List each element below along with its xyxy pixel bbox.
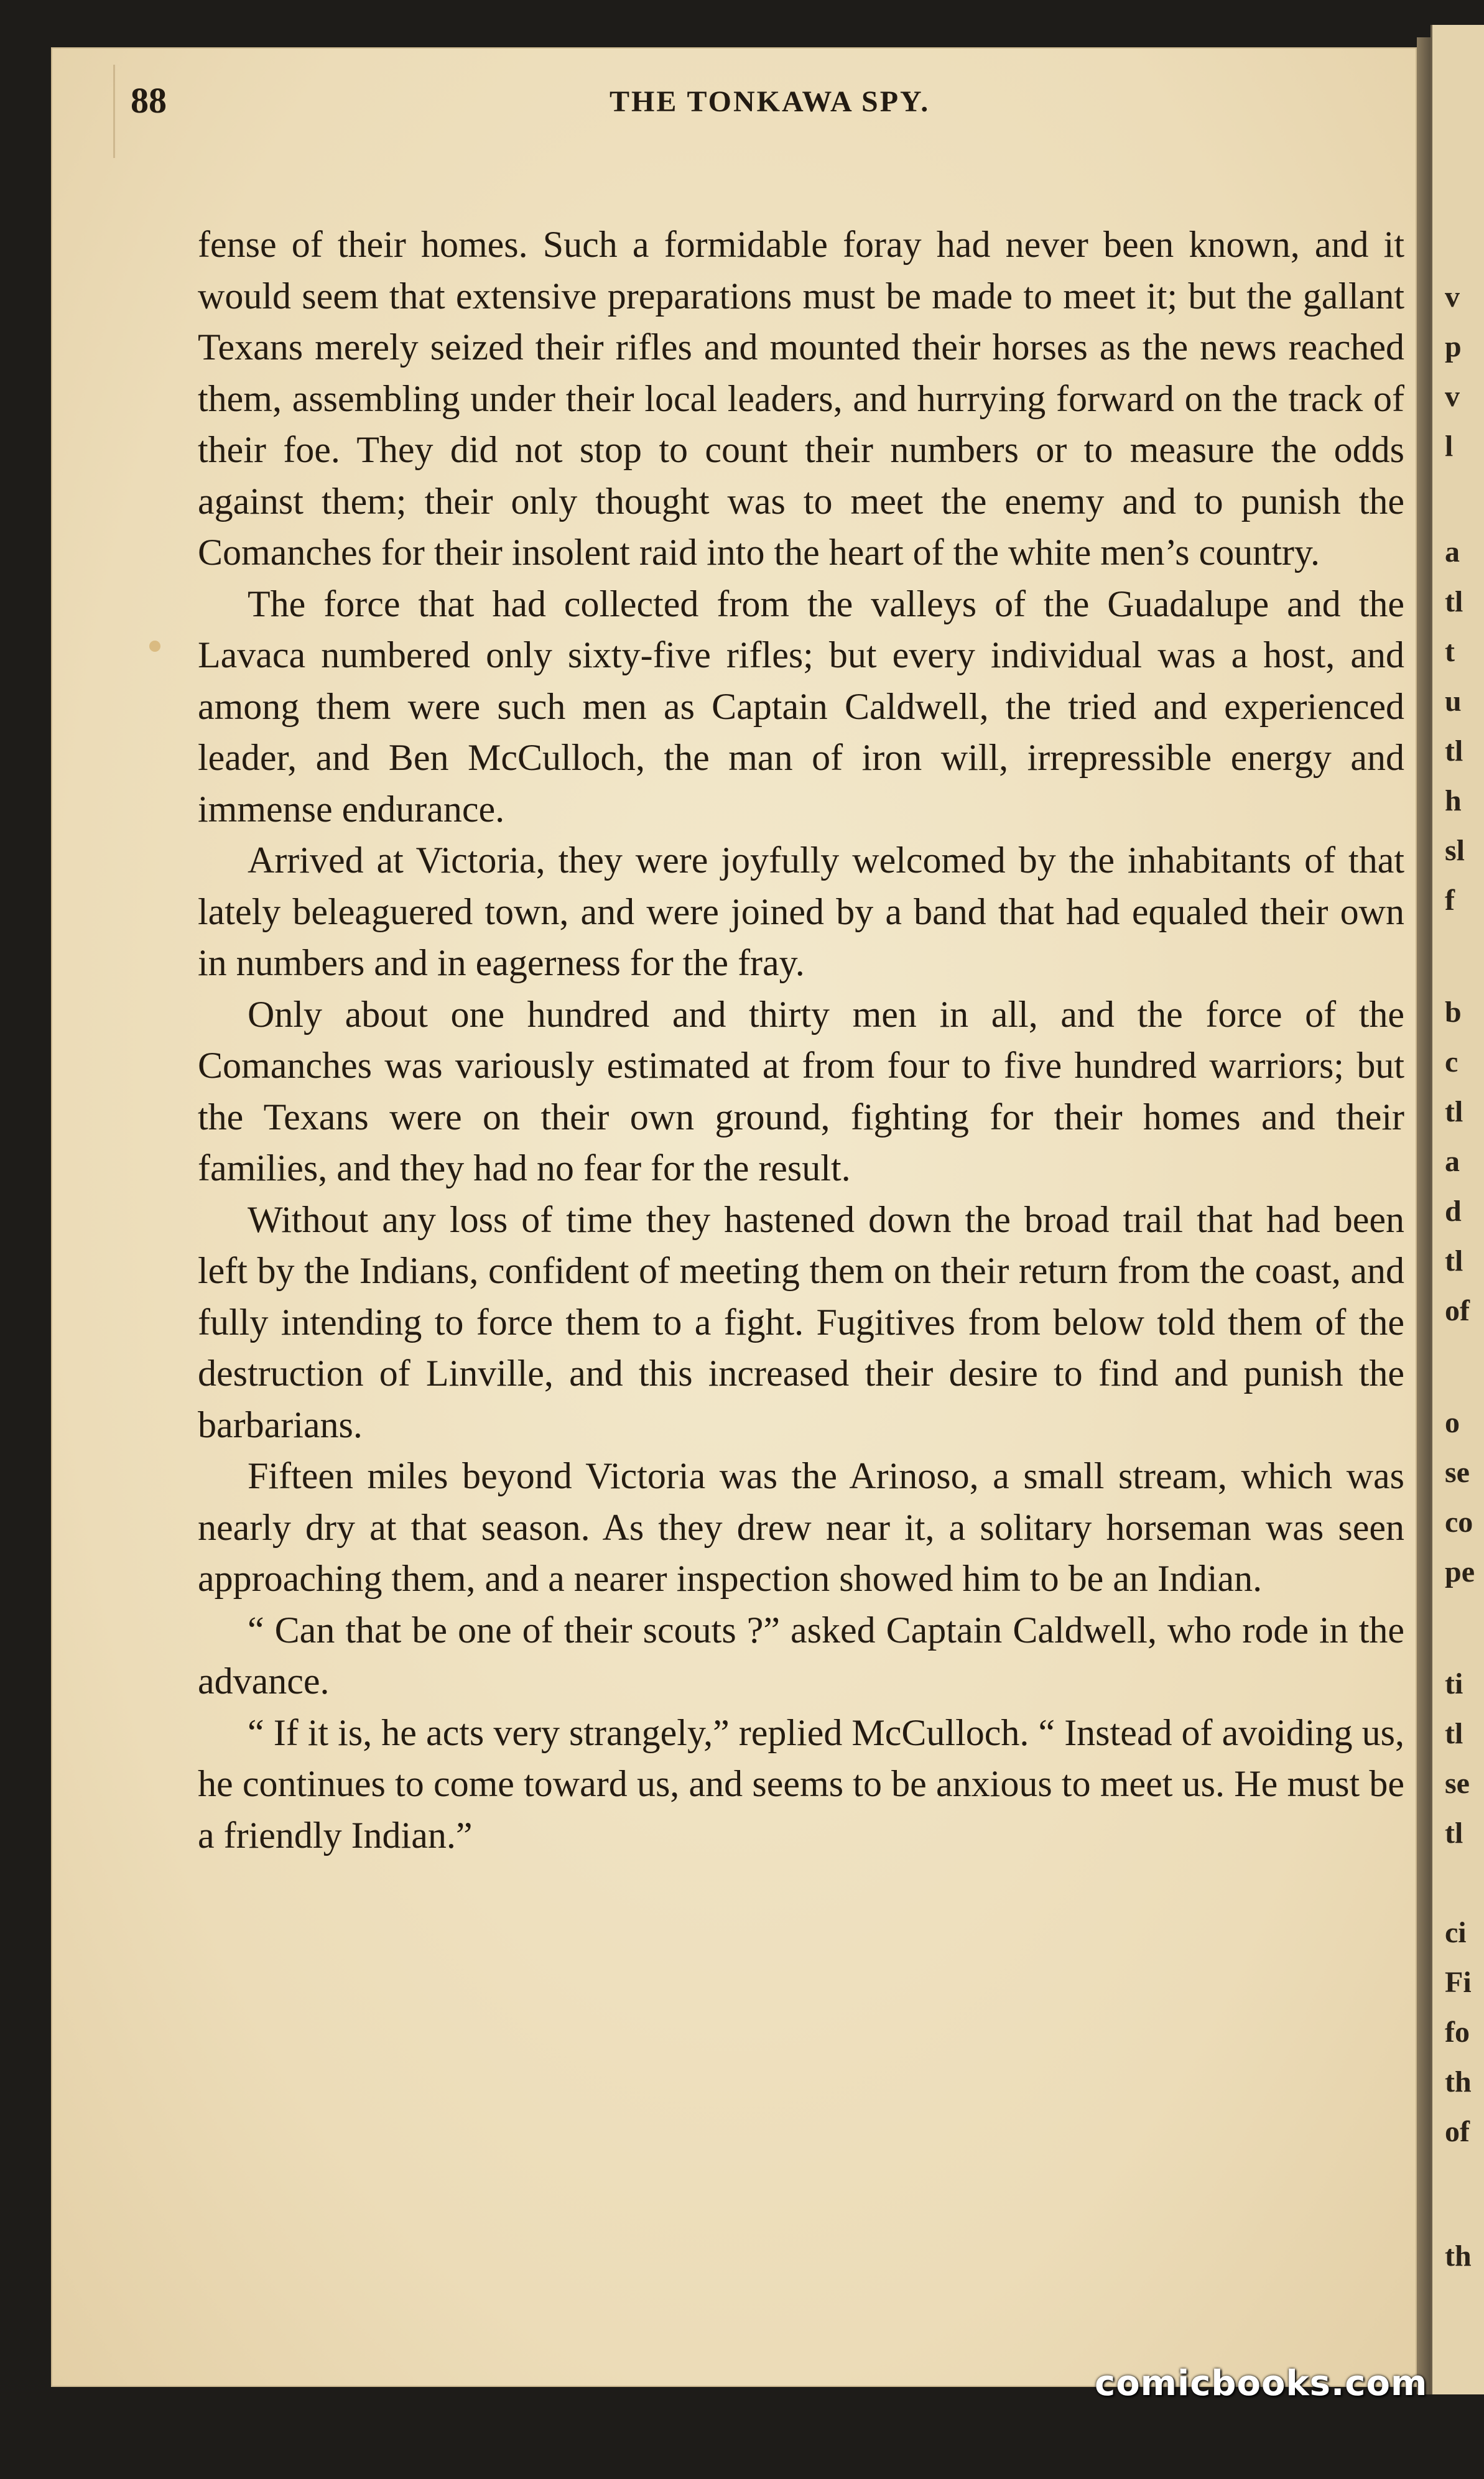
adjacent-page-fragment: d xyxy=(1445,1195,1462,1228)
paper-stain xyxy=(149,641,160,652)
adjacent-page-fragment: co xyxy=(1445,1506,1473,1539)
paragraph: “ If it is, he acts very strangely,” replied McCulloch. “ Instead of avoiding us, he continues to come toward us, and seems to be anxious to meet us. He must be a friendly Indian.” xyxy=(198,1712,1404,1856)
adjacent-page-fragment: sl xyxy=(1445,834,1465,867)
paragraph: Fifteen miles beyond Victoria was the Arinoso, a small stream, which was nearly dry at that season. As they drew near it, a solitary horseman was seen approaching them, and a nearer inspection showed him to be an Indian. xyxy=(198,1455,1404,1599)
adjacent-page-fragment: se xyxy=(1445,1456,1470,1489)
adjacent-page-fragment: b xyxy=(1445,996,1462,1029)
adjacent-page-fragment: a xyxy=(1445,1145,1460,1178)
page-body xyxy=(198,219,1404,1861)
adjacent-page-fragment: c xyxy=(1445,1045,1458,1078)
adjacent-page-fragment: f xyxy=(1445,884,1455,917)
adjacent-page-fragment: of xyxy=(1445,2115,1470,2148)
adjacent-page-fragment: tl xyxy=(1445,1244,1463,1277)
adjacent-page-fragment: u xyxy=(1445,685,1462,718)
adjacent-page-fragment: t xyxy=(1445,635,1455,668)
adjacent-page-fragment: p xyxy=(1445,330,1462,363)
adjacent-page-edge xyxy=(1431,25,1484,2394)
page-crease xyxy=(113,65,115,158)
adjacent-page-fragment: v xyxy=(1445,280,1460,313)
adjacent-page-fragment: Fi xyxy=(1445,1966,1472,1999)
adjacent-page-fragment: a xyxy=(1445,535,1460,568)
paragraph: Without any loss of time they hastened down the broad trail that had been left by the Indians, confident of meeting them on their return from the coast, and fully intending to force them to a fight. Fugitives from below told them of the destruction of Linville, and this increased their desire to find and punish the barbarians. xyxy=(198,1198,1404,1445)
adjacent-page-fragment: tl xyxy=(1445,585,1463,618)
adjacent-page-fragment: fo xyxy=(1445,2016,1470,2049)
paragraph: “ Can that be one of their scouts ?” asked Captain Caldwell, who rode in the advance. xyxy=(198,1609,1404,1702)
adjacent-page-fragment: h xyxy=(1445,784,1462,817)
adjacent-page-fragment: of xyxy=(1445,1294,1470,1327)
paragraph: The force that had collected from the valleys of the Guadalupe and the Lavaca numbered only sixty-five rifles; but every individual was a host, and among them were such men as Captain Caldwell, the tried and experienced leader, and Ben McCulloch, the man of iron will, irrepressible energy and immense endurance. xyxy=(198,583,1404,830)
adjacent-page-fragment: l xyxy=(1445,430,1454,463)
adjacent-page-fragment: tl xyxy=(1445,1717,1463,1750)
adjacent-page-fragment: th xyxy=(1445,2065,1472,2098)
adjacent-page-fragment: o xyxy=(1445,1406,1460,1439)
adjacent-page-fragment: tl xyxy=(1445,1817,1463,1850)
adjacent-page-fragment: tl xyxy=(1445,734,1463,767)
running-head: THE TONKAWA SPY. xyxy=(610,85,930,118)
adjacent-page-fragment: v xyxy=(1445,380,1460,413)
paragraph: fense of their homes. Such a formidable foray had never been known, and it would seem that extensive preparations must be made to meet it; but the gallant Texans merely seized their rifles and mounted their horses as the news reached them, assembling under their local leaders, and hurrying forward on the track of their foe. They did not stop to count their numbers or to measure the odds against them; their only thought was to meet the enemy and to punish the Comanches for their insolent raid into the heart of the white men’s country. xyxy=(198,224,1404,573)
adjacent-page-fragment: se xyxy=(1445,1767,1470,1800)
watermark-logo: comicbooks.com xyxy=(1095,2363,1428,2404)
paragraph: Arrived at Victoria, they were joyfully welcomed by the inhabitants of that lately beleaguered town, and were joined by a band that had equaled their own in numbers and in eagerness for the fray. xyxy=(198,840,1404,983)
paragraph: Only about one hundred and thirty men in all, and the force of the Comanches was variously estimated at from four to five hundred warriors; but the Texans were on their own ground, fighting for their homes and their families, and they had no fear for the result. xyxy=(198,993,1404,1189)
adjacent-page-fragment: th xyxy=(1445,2240,1472,2273)
adjacent-page-fragment: pe xyxy=(1445,1555,1475,1588)
adjacent-page-fragment: ti xyxy=(1445,1667,1463,1700)
page-number: 88 xyxy=(131,80,167,121)
adjacent-page-fragment: tl xyxy=(1445,1095,1463,1128)
adjacent-page-fragment: ci xyxy=(1445,1916,1467,1949)
